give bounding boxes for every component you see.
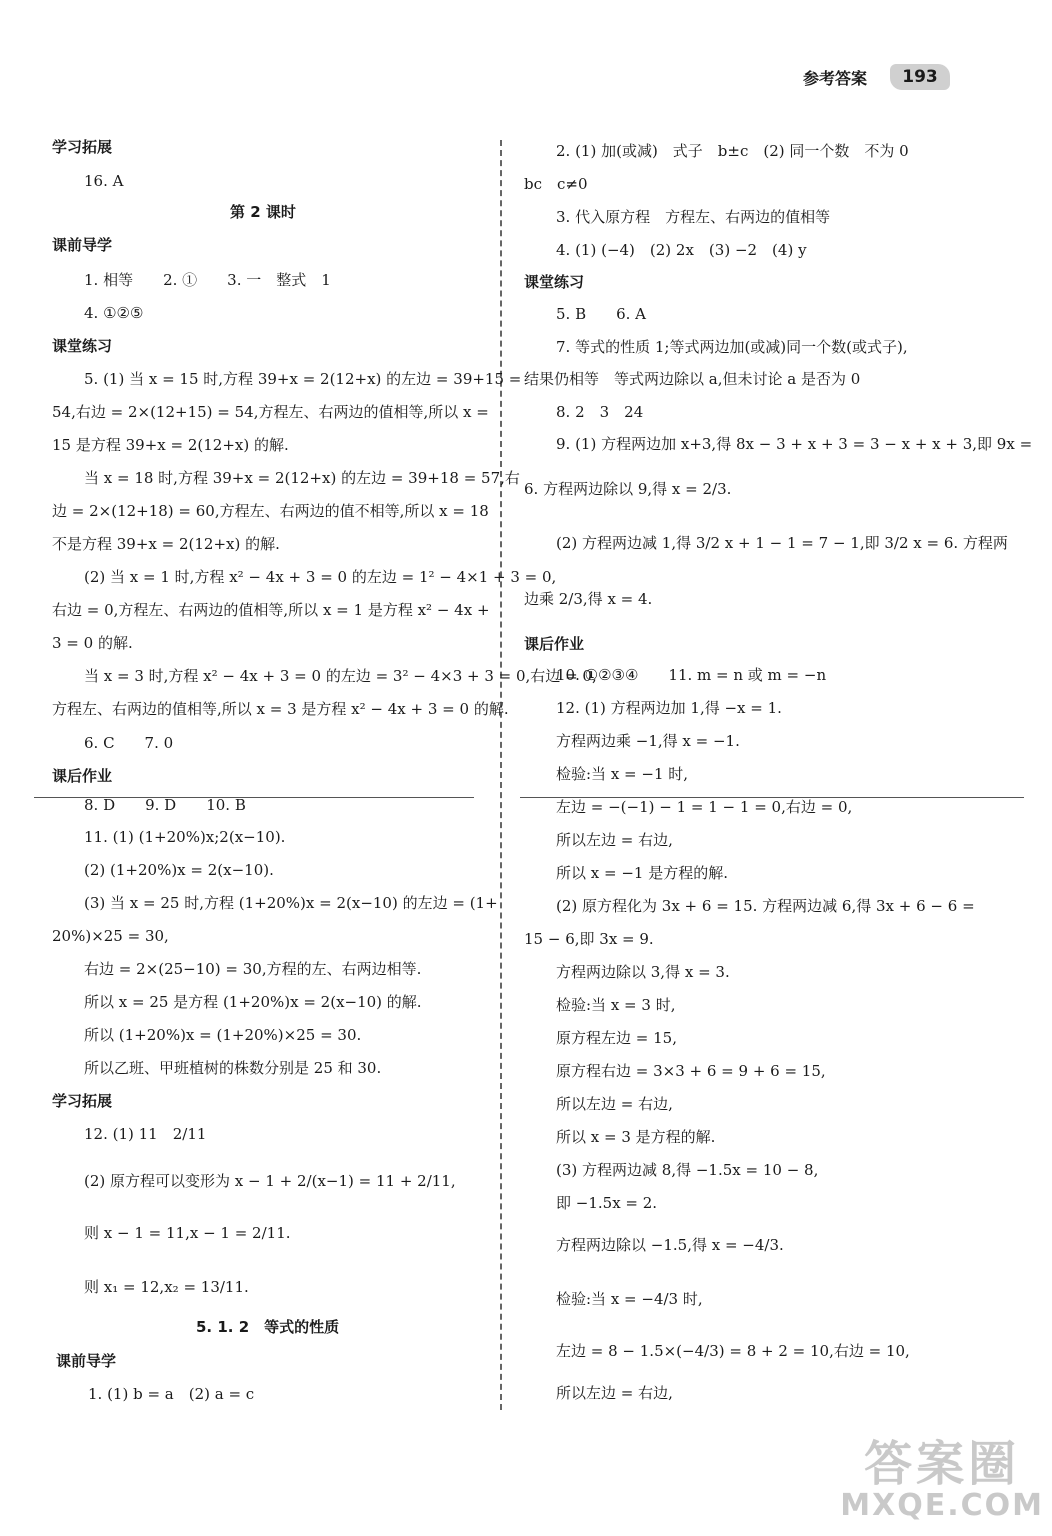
- answer-line: 检验:当 x = −1 时,: [556, 765, 689, 783]
- answer-line: 54,右边 = 2×(12+15) = 54,方程左、右两边的值相等,所以 x =: [52, 403, 489, 421]
- section-heading: 课堂练习: [524, 273, 585, 291]
- answer-line: 检验:当 x = −4/3 时,: [556, 1290, 703, 1308]
- header-title: 参考答案: [803, 69, 868, 88]
- answer-line: 8. D 9. D 10. B: [84, 796, 246, 814]
- answer-line: (2) 原方程化为 3x + 6 = 15. 方程两边减 6,得 3x + 6 − 6 =: [556, 897, 975, 915]
- lesson-title: 5. 1. 2 等式的性质: [196, 1318, 340, 1336]
- answer-line: (2) (1+20%)x = 2(x−10).: [84, 861, 274, 879]
- answer-line: 5. B 6. A: [556, 305, 647, 323]
- watermark-url: MXQE.COM: [840, 1488, 1044, 1523]
- answer-line: 12. (1) 方程两边加 1,得 −x = 1.: [556, 699, 782, 717]
- answer-line: 检验:当 x = 3 时,: [556, 996, 676, 1014]
- answer-line: 所以左边 = 右边,: [556, 831, 673, 849]
- answer-line: 方程两边除以 −1.5,得 x = −4/3.: [556, 1236, 784, 1254]
- answer-line: 方程两边乘 −1,得 x = −1.: [556, 732, 740, 750]
- section-heading: 学习拓展: [52, 138, 113, 156]
- answer-line: 所以 (1+20%)x = (1+20%)×25 = 30.: [84, 1026, 362, 1044]
- answer-line: 则 x₁ = 12,x₂ = 13/11.: [84, 1278, 249, 1296]
- answer-line: 5. (1) 当 x = 15 时,方程 39+x = 2(12+x) 的左边 = 39+15 =: [84, 370, 522, 388]
- answer-line: 右边 = 0,方程左、右两边的值相等,所以 x = 1 是方程 x² − 4x +: [52, 601, 490, 619]
- answer-line: 8. 2 3 24: [556, 403, 644, 421]
- answer-line: 3. 代入原方程 方程左、右两边的值相等: [556, 208, 831, 226]
- answer-line: 所以 x = −1 是方程的解.: [556, 864, 728, 882]
- answer-line: 方程左、右两边的值相等,所以 x = 3 是方程 x² − 4x + 3 = 0 的解.: [52, 700, 509, 718]
- page-number-badge: 193: [890, 64, 950, 90]
- answer-line: 原方程右边 = 3×3 + 6 = 9 + 6 = 15,: [556, 1062, 826, 1080]
- answer-line: 所以 x = 25 是方程 (1+20%)x = 2(x−10) 的解.: [84, 993, 422, 1011]
- answer-line: 边乘 2/3,得 x = 4.: [524, 590, 653, 608]
- answer-line: 左边 = 8 − 1.5×(−4/3) = 8 + 2 = 10,右边 = 10,: [556, 1342, 910, 1360]
- section-heading: 课后作业: [52, 767, 113, 785]
- answer-line: 11. (1) (1+20%)x;2(x−10).: [84, 828, 286, 846]
- answer-line: 不是方程 39+x = 2(12+x) 的解.: [52, 535, 280, 553]
- answer-line: 20%)×25 = 30,: [52, 927, 169, 945]
- watermark-logo-text: 答案圈: [864, 1436, 1021, 1492]
- answer-line: 左边 = −(−1) − 1 = 1 − 1 = 0,右边 = 0,: [556, 798, 853, 816]
- answer-line: 当 x = 18 时,方程 39+x = 2(12+x) 的左边 = 39+18 = 57,右: [84, 469, 520, 487]
- answer-line: 4. (1) (−4) (2) 2x (3) −2 (4) y: [556, 241, 807, 259]
- answer-line: (2) 原方程可以变形为 x − 1 + 2/(x−1) = 11 + 2/11,: [84, 1172, 456, 1190]
- answer-line: (3) 当 x = 25 时,方程 (1+20%)x = 2(x−10) 的左边 = (1+: [84, 894, 498, 912]
- answer-line: 15 是方程 39+x = 2(12+x) 的解.: [52, 436, 289, 454]
- answer-line: 1. 相等 2. ① 3. 一 整式 1: [84, 271, 331, 289]
- answer-line: (2) 方程两边减 1,得 3/2 x + 1 − 1 = 7 − 1,即 3/2 x = 6. 方程两: [556, 534, 1008, 552]
- answer-line: 边 = 2×(12+18) = 60,方程左、右两边的值不相等,所以 x = 18: [52, 502, 489, 520]
- answer-line: 右边 = 2×(25−10) = 30,方程的左、右两边相等.: [84, 960, 422, 978]
- answer-line: 所以乙班、甲班植树的株数分别是 25 和 30.: [84, 1059, 382, 1077]
- answer-line: 6. C 7. 0: [84, 734, 174, 752]
- answer-line: 9. (1) 方程两边加 x+3,得 8x − 3 + x + 3 = 3 − x + x + 3,即 9x =: [556, 435, 1033, 453]
- answer-line: 15 − 6,即 3x = 9.: [524, 930, 654, 948]
- answer-line: 所以左边 = 右边,: [556, 1095, 673, 1113]
- section-heading: 课后作业: [524, 635, 585, 653]
- answer-line: 即 −1.5x = 2.: [556, 1194, 658, 1212]
- section-heading: 课前导学: [56, 1352, 117, 1370]
- lesson-title: 第 2 课时: [230, 203, 296, 221]
- answer-line: 16. A: [84, 172, 124, 190]
- answer-line: 4. ①②⑤: [84, 304, 144, 322]
- answer-line: 1. (1) b = a (2) a = c: [88, 1385, 255, 1403]
- answer-line: bc c≠0: [524, 175, 588, 193]
- answer-line: 3 = 0 的解.: [52, 634, 133, 652]
- answer-line: 12. (1) 11 2/11: [84, 1125, 207, 1143]
- answer-line: (3) 方程两边减 8,得 −1.5x = 10 − 8,: [556, 1161, 819, 1179]
- section-heading: 课堂练习: [52, 337, 113, 355]
- column-divider: [500, 140, 502, 1410]
- answer-line: 方程两边除以 3,得 x = 3.: [556, 963, 730, 981]
- answer-line: 所以左边 = 右边,: [556, 1384, 673, 1402]
- watermark: [840, 1438, 1044, 1522]
- answer-line: 7. 等式的性质 1;等式两边加(或减)同一个数(或式子),: [556, 338, 908, 356]
- answer-line: 当 x = 3 时,方程 x² − 4x + 3 = 0 的左边 = 3² − 4×3 + 3 = 0,右边 = 0,: [84, 667, 597, 685]
- section-heading: 学习拓展: [52, 1092, 113, 1110]
- answer-line: 结果仍相等 等式两边除以 a,但未讨论 a 是否为 0: [524, 370, 861, 388]
- answer-line: (2) 当 x = 1 时,方程 x² − 4x + 3 = 0 的左边 = 1² − 4×1 + 3 = 0,: [84, 568, 557, 586]
- answer-line: 10. ①②③④ 11. m = n 或 m = −n: [556, 666, 827, 684]
- answer-line: 2. (1) 加(或减) 式子 b±c (2) 同一个数 不为 0: [556, 142, 909, 160]
- answer-line: 6. 方程两边除以 9,得 x = 2/3.: [524, 480, 732, 498]
- answer-line: 所以 x = 3 是方程的解.: [556, 1128, 716, 1146]
- section-heading: 课前导学: [52, 236, 113, 254]
- answer-line: 原方程左边 = 15,: [556, 1029, 677, 1047]
- answer-line: 则 x − 1 = 11,x − 1 = 2/11.: [84, 1224, 291, 1242]
